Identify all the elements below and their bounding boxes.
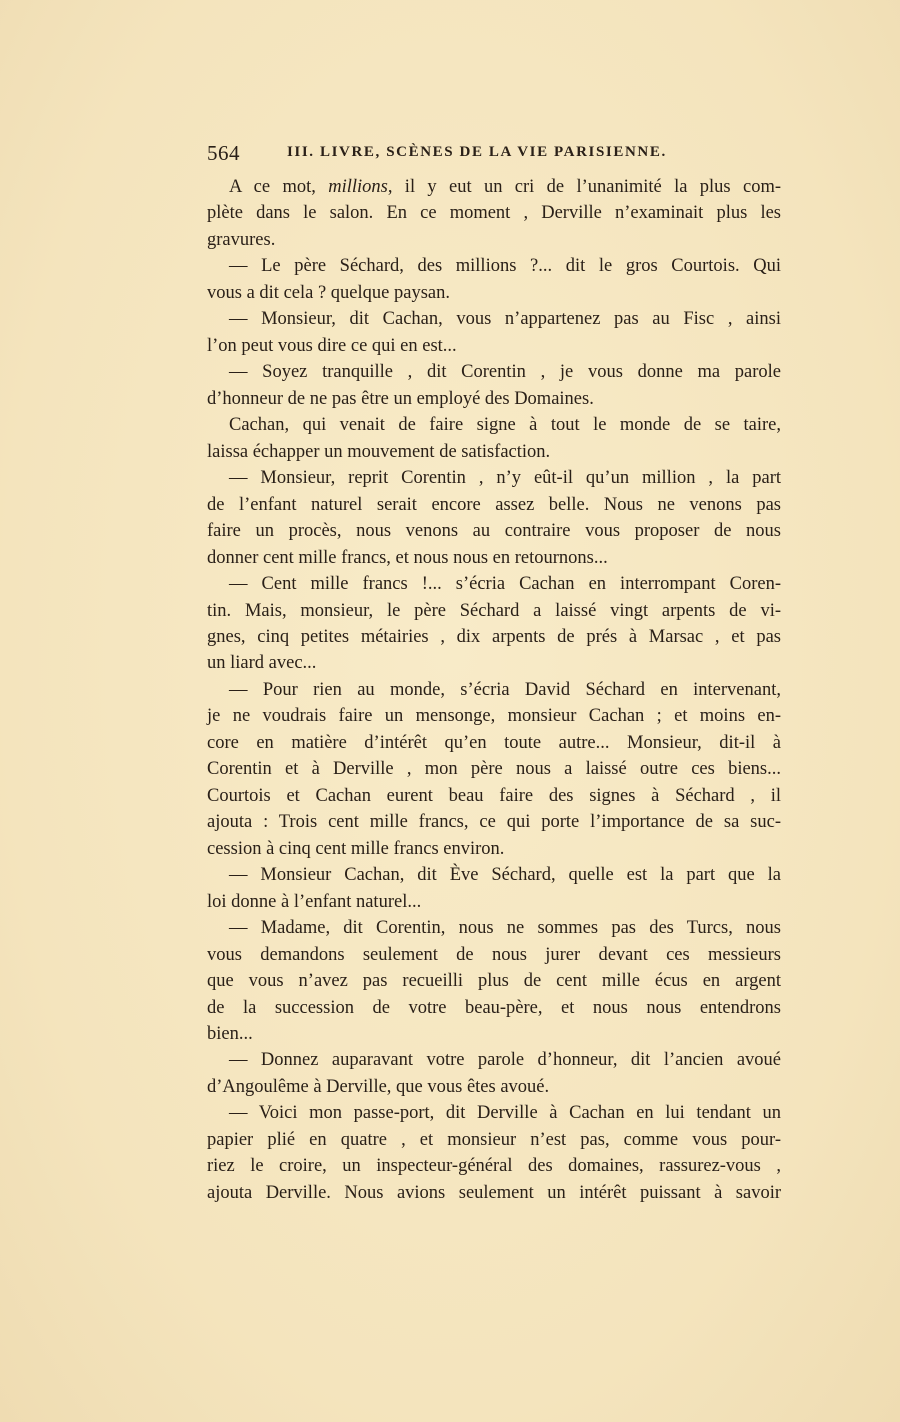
text-segment: riez le croire, un inspecteur-général des domaines, rassurez-vous , <box>207 1156 781 1177</box>
text-segment: — Voici mon passe-port, dit Derville à Cachan en lui tendant un <box>229 1103 781 1124</box>
text-segment: vous demandons seulement de nous jurer devant ces messieurs <box>207 944 781 965</box>
text-segment: — Cent mille francs !... s’écria Cachan en interrompant Coren- <box>229 574 781 595</box>
text-segment: — Pour rien au monde, s’écria David Séchard en intervenant, <box>229 679 781 700</box>
text-segment: — Monsieur, dit Cachan, vous n’appartenez pas au Fisc , ainsi <box>229 309 781 330</box>
text-segment: A ce mot, <box>229 177 329 197</box>
text-segment: core en matière d’intérêt qu’en toute autre... Monsieur, dit-il à <box>207 732 781 753</box>
text-line <box>207 306 781 332</box>
text-line <box>207 253 781 279</box>
text-line <box>207 439 781 465</box>
text-segment: — Madame, dit Corentin, nous ne sommes pas des Turcs, nous <box>229 918 781 939</box>
text-segment: ajouta : Trois cent mille francs, ce qui porte l’importance de sa suc- <box>207 812 781 833</box>
text-line <box>207 942 781 968</box>
text-line <box>207 359 781 385</box>
text-segment: — Donnez auparavant votre parole d’honneur, dit l’ancien avoué <box>229 1050 781 1071</box>
text-segment: laissa échapper un mouvement de satisfaction. <box>207 441 551 462</box>
text-line <box>207 1153 781 1179</box>
text-segment: d’honneur de ne pas être un employé des Domaines. <box>207 388 594 409</box>
text-line <box>207 809 781 835</box>
text-segment: un liard avec... <box>207 653 317 674</box>
text-segment: vous a dit cela ? quelque paysan. <box>207 282 450 303</box>
text-line <box>207 756 781 782</box>
text-segment: bien... <box>207 1024 253 1044</box>
text-segment: ajouta Derville. Nous avions seulement un intérêt puissant à savoir <box>207 1182 781 1203</box>
text-line <box>207 915 781 941</box>
text-line <box>207 650 781 676</box>
text-segment: je ne voudrais faire un mensonge, monsieur Cachan ; et moins en- <box>207 706 781 727</box>
italic-word: millions <box>328 177 388 197</box>
text-segment: de la succession de votre beau-père, et nous nous entendrons <box>207 997 781 1018</box>
text-segment: loi donne à l’enfant naturel... <box>207 891 422 912</box>
text-line <box>207 730 781 756</box>
text-line <box>207 571 781 597</box>
text-line <box>207 1127 781 1153</box>
text-segment: faire un procès, nous venons au contraire vous proposer de nous <box>207 521 781 542</box>
text-line <box>207 333 781 359</box>
text-segment: de l’enfant naturel serait encore assez belle. Nous ne venons pas <box>207 494 781 515</box>
text-line <box>207 412 781 438</box>
text-line <box>207 703 781 729</box>
page-number: 564 <box>207 141 240 165</box>
text-segment: l’on peut vous dire ce qui en est... <box>207 335 457 356</box>
text-segment: plète dans le salon. En ce moment , Derville n’examinait plus les <box>207 203 781 224</box>
text-segment: — Soyez tranquille , dit Corentin , je vous donne ma parole <box>229 362 781 383</box>
text-line <box>207 174 781 200</box>
text-line <box>207 783 781 809</box>
text-segment: gnes, cinq petites métairies , dix arpents de prés à Marsac , et pas <box>207 626 781 647</box>
text-line <box>207 836 781 862</box>
text-segment: d’Angoulême à Derville, que vous êtes avoué. <box>207 1076 550 1097</box>
text-line <box>207 862 781 888</box>
running-title: III. LIVRE, SCÈNES DE LA VIE PARISIENNE. <box>287 144 667 160</box>
text-segment: Cachan, qui venait de faire signe à tout le monde de se taire, <box>229 415 781 436</box>
text-line <box>207 1021 781 1047</box>
text-segment: Corentin et à Derville , mon père nous a laissé outre ces biens... <box>207 759 781 780</box>
text-line <box>207 1047 781 1073</box>
text-line <box>207 227 781 253</box>
text-line <box>207 386 781 412</box>
text-segment: donner cent mille francs, et nous nous en retournons... <box>207 547 608 568</box>
text-line <box>207 624 781 650</box>
text-line <box>207 465 781 491</box>
text-line <box>207 968 781 994</box>
text-segment: Courtois et Cachan eurent beau faire des signes à Séchard , il <box>207 785 781 806</box>
body-text <box>207 174 781 1206</box>
text-line <box>207 1180 781 1206</box>
text-segment: tin. Mais, monsieur, le père Séchard a laissé vingt arpents de vi- <box>207 600 781 621</box>
text-segment: gravures. <box>207 229 276 250</box>
text-line <box>207 200 781 226</box>
text-segment: que vous n’avez pas recueilli plus de cent mille écus en argent <box>207 971 781 992</box>
text-line <box>207 492 781 518</box>
text-segment: , il y eut un cri de l’unanimité la plus com- <box>387 177 781 197</box>
text-line <box>207 1100 781 1126</box>
text-line <box>207 995 781 1021</box>
text-line <box>207 889 781 915</box>
text-line <box>207 545 781 571</box>
text-line <box>207 518 781 544</box>
text-line <box>207 1074 781 1100</box>
text-segment: cession à cinq cent mille francs environ. <box>207 838 505 859</box>
text-line <box>207 677 781 703</box>
page-header <box>207 141 787 167</box>
text-line <box>207 598 781 624</box>
text-segment: — Le père Séchard, des millions ?... dit le gros Courtois. Qui <box>229 256 781 277</box>
text-segment: — Monsieur Cachan, dit Ève Séchard, quelle est la part que la <box>229 865 781 886</box>
text-segment: — Monsieur, reprit Corentin , n’y eût-il qu’un million , la part <box>229 468 781 489</box>
text-line <box>207 280 781 306</box>
text-segment: papier plié en quatre , et monsieur n’est pas, comme vous pour- <box>207 1129 781 1150</box>
